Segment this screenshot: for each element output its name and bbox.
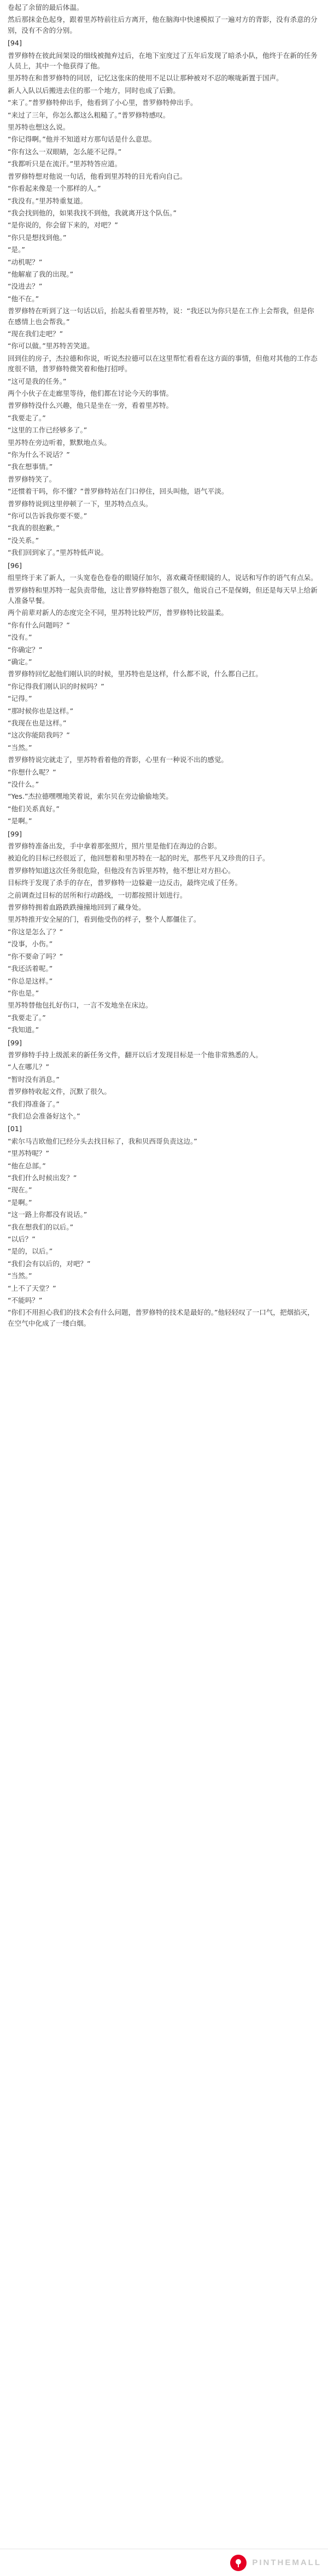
- paragraph: “我都听只是在流汗。”里苏特答应道。: [8, 160, 122, 168]
- paragraph: “以后？”: [8, 1235, 36, 1244]
- paragraph: “你有这么一双眼睛，怎么能不记得。”: [8, 147, 122, 156]
- paragraph: “我没有。”里苏特重复道。: [8, 196, 87, 205]
- paragraph: “没有。”: [8, 633, 32, 642]
- paragraph: “他们关系真好。”: [8, 804, 60, 813]
- paragraph: “我还活着呢。”: [8, 964, 53, 973]
- paragraph: “没关系。”: [8, 536, 39, 545]
- paragraph: “你看起来像是一个那样的人。”: [8, 184, 101, 193]
- paragraph: 里苏特也想这么说。: [8, 123, 70, 132]
- paragraph: “是的，以后。”: [8, 1247, 53, 1256]
- paragraph: “是啊。”: [8, 817, 32, 826]
- paragraph: “当然。”: [8, 743, 32, 752]
- paragraph: “是啊。”: [8, 1198, 32, 1207]
- brand-name: PINTHEMALL: [252, 2558, 321, 2567]
- paragraph: “你记得啊。”他并不知道对方那句话是什么意思。: [8, 135, 156, 144]
- paragraph: “你可以做。”里苏特苦笑道。: [8, 342, 94, 350]
- paragraph: “当然。”: [8, 1272, 32, 1280]
- paragraph: “你也是。”: [8, 988, 39, 997]
- paragraph: “我们会有以后的，对吧？”: [8, 1259, 91, 1268]
- paragraph: 里苏特在和普罗修特的同居，记忆这张床的使用不足以让那种被对不忍的喉咙新置于国声。: [8, 74, 283, 83]
- paragraph: “没进去？”: [8, 282, 43, 291]
- paragraph: “这里的工作已经够多了。”: [8, 426, 87, 435]
- watermark-footer: [0, 2549, 328, 2576]
- paragraph: 两个小伙子在走廊里等待，他们都在讨论今天的事情。: [8, 389, 173, 397]
- paragraph: 被迫化的目标已经很近了，他回想着和里苏特在一起的时光，那些平凡又珍贵的日子。: [8, 854, 270, 863]
- paragraph: “那时候你也是这样。”: [8, 706, 74, 715]
- brand-watermark: [230, 2555, 321, 2571]
- paragraph: “不能吗？”: [8, 1296, 43, 1305]
- paragraph: “你有什么问题吗？”: [8, 620, 70, 629]
- paragraph: “你们不用担心我们的技术会有什么问题，普罗修特的技术是最好的。”他轻轻叹了一口气，把烟掐灭，在空气中化成了一缕白烟。: [8, 1308, 314, 1327]
- paragraph: “我们得准备了。”: [8, 1099, 60, 1108]
- paragraph: “你总是这样。”: [8, 976, 53, 985]
- paragraph: “我们回到家了。”里苏特低声说。: [8, 548, 108, 557]
- paragraph: 普罗修特说完就走了，里苏特看着他的背影，心里有一种说不出的感觉。: [8, 756, 228, 764]
- paragraph: “我要走了。”: [8, 413, 46, 422]
- section-number: [94]: [8, 39, 22, 48]
- paragraph: 普罗修特收起文件，沉默了很久。: [8, 1087, 111, 1096]
- paragraph: “人在哪儿？”: [8, 1063, 50, 1072]
- paragraph: “你可以告诉我你要不要。”: [8, 512, 87, 520]
- paragraph: “这可是我的任务。”: [8, 377, 67, 385]
- paragraph: 普罗修特手持上级派来的新任务文件，翻开以后才发现目标是一个他非常熟悉的人。: [8, 1050, 262, 1059]
- paragraph: “我要走了。”: [8, 1013, 46, 1022]
- paragraph: “记得。”: [8, 694, 32, 703]
- paragraph: “你不要命了吗？”: [8, 952, 63, 961]
- paragraph: “你为什么不说话？”: [8, 450, 70, 459]
- paragraph: “里苏特呢？”: [8, 1149, 50, 1158]
- section-number: [96]: [8, 561, 22, 570]
- pin-logo-icon: [230, 2555, 247, 2571]
- paragraph: 组里终于来了新人，一头宽卷色卷卷的眼镜仔加尔，喜欢藏奇怪眼镜的人，说话和写作的语气有点呆。: [8, 573, 318, 582]
- paragraph: “我现在也是这样。”: [8, 718, 67, 727]
- paragraph: 里苏特推开安全屋的门，看到他受伤的样子，整个人都僵住了。: [8, 915, 201, 924]
- section-number: [01]: [8, 1125, 22, 1133]
- paragraph: “是你说的，你会留下来的，对吧？”: [8, 221, 118, 230]
- paragraph: 然后那抹金色起身，跟着里苏特前往后方离开，他在脑海中快速模拟了一遍对方的背影，没有杀意的分别，没有不舍的分别。: [8, 15, 318, 34]
- paragraph: 两个前辈对新人的态度完全不同，里苏特比较严厉，普罗修特比较温柔。: [8, 608, 228, 617]
- paragraph: “索尔马吉欧他们已经分头去找目标了，我和贝西哥负责这边。”: [8, 1137, 197, 1145]
- paragraph: 普罗修特准备出发，手中拿着那张照片，照片里是他们在海边的合影。: [8, 842, 221, 851]
- paragraph: 普罗修特想对他说一句话，他看到里苏特的目光看向自己。: [8, 172, 187, 180]
- paragraph: 里苏特替他包扎好伤口，一言不发地坐在床边。: [8, 1001, 153, 1010]
- paragraph: “没事，小伤。”: [8, 940, 53, 949]
- paragraph: “现在。”: [8, 1186, 32, 1195]
- paragraph: “这次你能陪我吗？”: [8, 731, 70, 740]
- paragraph: “我会找到他的，如果我找不到他，我就离开这个队伍。”: [8, 208, 177, 217]
- paragraph: 卷起了余留的最后体温。: [8, 3, 84, 11]
- paragraph: “他不在。”: [8, 294, 39, 303]
- paragraph: 普罗修特说到这里停顿了一下，里苏特点点头。: [8, 499, 153, 508]
- paragraph: 普罗修特和里苏特一起负责带他，这让普罗修特抱怨了很久，他说自己不是保姆，但还是每天早上给新人准备早餐。: [8, 586, 318, 605]
- paragraph: “动机呢？”: [8, 257, 43, 266]
- paragraph: 普罗修特在彼此间架设的细线被抛弃过后，在地下室度过了五年后发现了暗杀小队，他终于在新的任务人员上，其中一个他获得了他。: [8, 51, 318, 71]
- section-number: [99]: [8, 1038, 22, 1047]
- paragraph: “你想什么呢？”: [8, 768, 56, 776]
- paragraph: “Yes.”杰拉德嘿嘿地笑着说，索尔贝在旁边偷偷地笑。: [8, 792, 173, 801]
- paragraph: “他解雇了我的出现。”: [8, 270, 74, 278]
- paragraph: 普罗修特知道这次任务很危险，但他没有告诉里苏特，他不想让对方担心。: [8, 866, 235, 875]
- section-number: [99]: [8, 829, 22, 838]
- paragraph: “上不了天堂？”: [8, 1284, 56, 1292]
- paragraph: 普罗修特没什么兴趣，他只是坐在一旁，看着里苏特。: [8, 401, 173, 410]
- paragraph: “你记得我们刚认识的时候吗？”: [8, 682, 104, 690]
- paragraph: “你这是怎么了？”: [8, 927, 63, 936]
- paragraph: “确定。”: [8, 657, 32, 666]
- paragraph: 新人入队以后搬进去住的那一个地方，同时也成了后勤。: [8, 86, 180, 95]
- paragraph: 普罗修特拥着血路跌跌撞撞地回到了藏身处。: [8, 903, 145, 912]
- paragraph: “我在想事情。”: [8, 462, 53, 471]
- paragraph: “我真的很抱歉。”: [8, 524, 60, 532]
- paragraph: “我们总会准备好这个。”: [8, 1111, 80, 1120]
- paragraph: 普罗修特笑了。: [8, 475, 56, 483]
- paragraph: “我知道。”: [8, 1026, 39, 1034]
- paragraph: “这一路上你都没有说话。”: [8, 1210, 87, 1219]
- paragraph: 普罗修特回忆起他们刚认识的时候，里苏特也是这样，什么都不说，什么都自己扛。: [8, 670, 262, 678]
- paragraph: “我在想我们的以后。”: [8, 1222, 74, 1231]
- paragraph: “你确定？”: [8, 645, 43, 654]
- paragraph: 之前调查过目标的居所和行动路线，一切都按照计划进行。: [8, 891, 187, 899]
- paragraph: “来过了三年，你怎么都这么粗糙了。”普罗修特感叹。: [8, 110, 170, 119]
- paragraph: “还惯着干吗，你不懂？”普罗修特站在门口停住，回头叫他，语气平淡。: [8, 487, 229, 496]
- paragraph: “来了。”普罗修特伸出手，他看到了小心里，普罗修特伸出手。: [8, 98, 197, 107]
- paragraph: “现在我们走吧？”: [8, 329, 63, 338]
- paragraph: 目标终于发现了杀手的存在，普罗修特一边躲避一边反击，最终完成了任务。: [8, 879, 242, 887]
- paragraph: “他在总部。”: [8, 1161, 46, 1170]
- paragraph: “暂时没有消息。”: [8, 1075, 60, 1084]
- paragraph: “没什么。”: [8, 780, 39, 788]
- paragraph: 普罗修特在听到了这一句话以后，抬起头看着里苏特，说：“我还以为你只是在工作上会帮我，但是你在感情上也会帮我。”: [8, 307, 314, 326]
- paragraph: 里苏特在旁边听着，默默地点头。: [8, 438, 111, 447]
- paragraph: 回到住的房子，杰拉德和你说，听说杰拉德可以在这里帮忙看看在这方面的事情，但他对其他的工作态度很不错，普罗修特微笑着和他打招呼。: [8, 354, 318, 373]
- paragraph: “我们什么时候出发？”: [8, 1174, 77, 1182]
- paragraph: “你只是想找到他。”: [8, 233, 67, 242]
- paragraph: “是。”: [8, 245, 25, 254]
